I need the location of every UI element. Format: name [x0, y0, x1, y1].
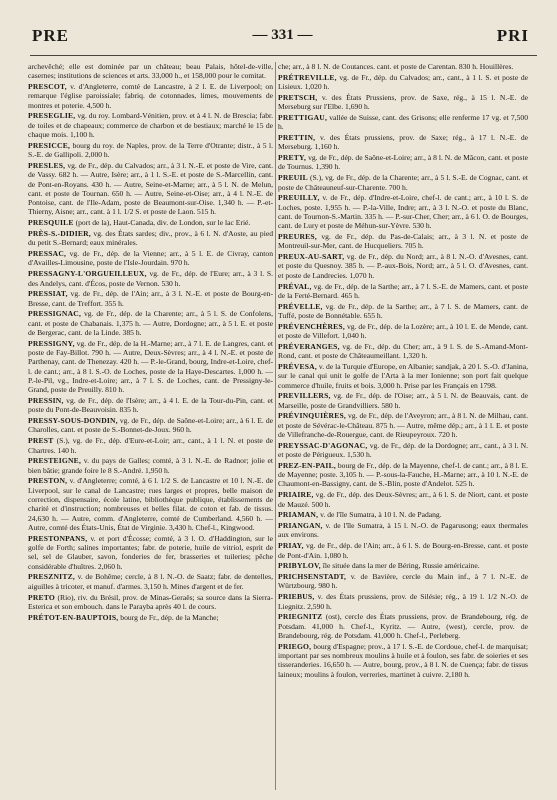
header-rule — [30, 55, 537, 56]
dictionary-entry — [278, 561, 528, 570]
dictionary-entry — [278, 411, 528, 439]
entry-headword: PRIAIRE, — [278, 490, 314, 500]
entry-text: vg. de Fr., dép. de la Vienne; arr., à 5 l. E. de Civray, canton d'Availles-Limousine, poste de l'Isle-Jourdain. 970 h. — [28, 249, 273, 268]
entry-text: vg. de Fr., dép. de l'Ain; arr., à 6 l. S. de Bourg-en-Bresse, cant. et poste de Pont-d'Ain. 1,080 h. — [278, 541, 528, 560]
entry-text: vg. de Fr., dép. de la H.-Marne; arr., à 7 l. E. de Langres, cant. et poste de Fay-Billot. 790 h. — Autre, Deux-Sèvres; arr., à 4 l. N.-E. et poste de Parthenay, cant. de Thenezay. 420 h. — P.-le-Grand, bourg, Indre-et-Loire, chef-l. de cant.; arr., à 8 l. S.-O. de Loches, poste de la Haye-Descartes. 1,000 h. — P.-le-Pil, vg., Indre-et-Loire; arr., à 7 l. S. de Loches, cant. de Pressigny-le-Grand, poste de Preuilly. 810 h. — [28, 338, 273, 395]
entry-headword: PRIEGO, — [278, 641, 312, 651]
entry-text: vg. de Fr., dép. de la Sarthe; arr., à 7 l. S. de Mamers, cant. de Tuffé, poste de Bonnétable. 655 h. — [278, 301, 528, 320]
entry-text: île située dans la mer de Béring, Russie américaine. — [322, 561, 480, 571]
entry-headword: PRIAMAN, — [278, 510, 319, 520]
entry-text: vg. des États sardes; div., prov., à 6 l. N. d'Aoste, au pied du petit S.-Bernard; eaux minérales. — [28, 229, 273, 248]
right-column — [278, 62, 528, 800]
entry-headword: PRESSY-SOUS-DONDIN, — [28, 416, 118, 426]
dictionary-entry — [278, 541, 528, 560]
entry-headword: PREUILLY, — [278, 193, 320, 203]
entry-headword: PRESSAGNY-L'ORGUEILLEUX, — [28, 269, 147, 279]
dictionary-entry — [28, 289, 273, 308]
entry-headword: PREYSSAC-D'AGONAC, — [278, 440, 368, 450]
dictionary-entry — [28, 82, 273, 110]
dictionary-entry — [28, 456, 273, 475]
entry-text: vg. de Fr., dép. des Deux-Sèvres; arr., à 6 l. S. de Niort, cant. et poste de Mauzé. 500 h. — [278, 490, 528, 509]
dictionary-entry — [28, 534, 273, 571]
entry-text: (Rio), riv. du Brésil, prov. de Minas-Geraës; sa source dans la Sierra-Esterica et son embouch. dans le Parayba après 40 l. de cours. — [28, 592, 273, 611]
entry-headword: PRESSIN, — [28, 396, 64, 406]
entry-headword: PRIEGNITZ — [278, 612, 323, 622]
entry-headword: PRESSIGNAC, — [28, 309, 82, 319]
entry-headword: PRÉVINQUIÈRES, — [278, 411, 346, 421]
left-column — [28, 62, 273, 800]
entry-headword: PRESLES, — [28, 160, 66, 170]
dictionary-entry — [278, 133, 528, 152]
dictionary-entry — [278, 362, 528, 390]
entry-headword: PRÈS-S.-DIDIER, — [28, 229, 91, 239]
entry-text: vg. de Fr., dép. de Saône-et-Loire; arr., à 6 l. E. de Charolles, cant. et poste de S.-Bonnet-de-Joux. 960 h. — [28, 416, 273, 435]
entry-text: vg. de Fr., dép. du Nord; arr., à 8 l. N.-O. d'Avesnes, cant. et poste du Quesnoy. 385 h. — P.-aux-Bois, Nord; arr., à 5 l. O. d'Avesnes, cant. et poste de Landrecies. 1,070 h. — [278, 252, 528, 280]
entry-text: v. de la Turquie d'Europe, en Albanie; sandjak, à 20 l. S.-O. d'Janina, sur le canal qui unit le golfe de l'Arta à la mer Ionienne; son port fait quelque commerce d'huile, fruits et bois. 3,000 h. Prise par les Français en 1798. — [278, 361, 528, 390]
entry-headword: PRESSIAT, — [28, 289, 68, 299]
entry-text: (S.), vg. de Fr., dép. de la Charente; arr., à 5 l. S.-E. de Cognac, cant. et poste de Châteauneuf-sur-Charente. 700 h. — [278, 173, 528, 192]
dictionary-entry — [278, 232, 528, 251]
entry-headword: PRESCOT, — [28, 82, 67, 92]
dictionary-entry — [28, 476, 273, 532]
dictionary-entry — [278, 173, 528, 192]
dictionary-entry — [278, 642, 528, 679]
entry-text: vg. de Fr., dép. de l'Isère; arr., à 4 l. E. de la Tour-du-Pin, cant. et poste du Pont-de-Beauvoisin. 835 h. — [28, 396, 273, 415]
dictionary-entry — [278, 461, 528, 489]
entry-headword: PRÉVAL, — [278, 281, 312, 291]
dictionary-entry — [28, 249, 273, 268]
entry-text: v. de Bavière, cercle du Main inf., à 7 l. N.-E. de Würtzbourg. 980 h. — [278, 572, 528, 591]
entry-text: vg. de Fr., dép. de Saône-et-Loire; arr., à 8 l. N. de Mâcon, cant. et poste de Tournus. 1,390 h. — [278, 153, 528, 172]
entry-text: vg. de Fr., dép. de la Lozère; arr., à 10 l. E. de Mende, cant. et poste de Villefort. 1,040 h. — [278, 321, 528, 341]
entry-headword: PRIBYLOV, — [278, 561, 321, 571]
entry-headword: PREST — [28, 436, 54, 446]
dictionary-entry — [278, 612, 528, 640]
entry-text: vg. de Fr., dép. de la Dordogne; arr., cant., à 3 l. N. et poste de Périgueux. 1,530 h. — [278, 440, 528, 460]
dictionary-entry — [278, 113, 528, 132]
header-left-guideword: PRE — [32, 26, 69, 45]
dictionary-entry — [278, 521, 528, 540]
entry-text: (port de la), Haut-Canada, div. de London, sur le lac Erié. — [75, 218, 251, 228]
entry-text: v. d'Angleterre, comté de Lancastre, à 2 l. E. de Liverpool; on remarque l'église paroissiale; fabriq. de cotonnades, limes, mouvements de montres et poterie. 4,500 h. — [28, 82, 273, 110]
entry-text: vg. de Fr., dép. du Cher; arr., à 9 l. S. de S.-Amand-Mont-Rond, cant. et poste de Châteaumeillant. 1,320 h. — [278, 341, 528, 361]
header-right-guideword: PRI — [496, 26, 529, 45]
entry-headword: PRETO — [28, 592, 56, 602]
entry-headword: PRIAY, — [278, 541, 304, 551]
entry-text: v. des États Prussiens, prov. de Saxe, rég., à 15 l. N.-E. de Merseburg sur l'Elbe. 1,690 h. — [278, 92, 528, 112]
dictionary-entry — [278, 342, 528, 361]
entry-headword: PRESTONPANS, — [28, 533, 88, 543]
dictionary-entry — [28, 229, 273, 248]
entry-text: vg. de Fr., dép. de la Sarthe; arr., à 7 l. S.-E. de Mamers, cant. et poste de la Ferté-Bernard. 465 h. — [278, 281, 528, 300]
entry-text: v. des États prussiens, prov. de Saxe; rég., à 17 l. N.-E. de Merseburg. 1,160 h. — [278, 133, 528, 152]
dictionary-entry — [278, 93, 528, 112]
entry-headword: PRÉTREVILLE, — [278, 72, 337, 82]
entry-text: vg. de Fr., dép. du Calvados; arr., à 3 l. N.-E. et poste de Vire, cant. de Vassy. 682 h. — Autre, Isère; arr., à 1 l. S.-E. et poste de S.-Marcellin, cant. de Pont-en-Royans. 430 h. — Autre, Seine-et-Marne; arr., à 5 l. N. de Melun, cant. et poste de Tournan. 650 h. — Autre, Seine-et-Oise; arr., à 4 l. N.-E. de Pontoise, cant. de l'Ile-Adam, poste de Beaumont-sur-Oise. 1,340 h. — P.-et-Thierny, Aisne; arr., cant. à 1 l. 1/2 S. et poste de Laon. 515 h. — [28, 160, 273, 217]
dictionary-entry — [278, 252, 528, 280]
entry-headword: PRESTEIGNE, — [28, 456, 82, 466]
entry-text: bourg du roy. de Naples, prov. de la Terre d'Otrante; distr., à 5 l. S.-E. de Gallipoli. 2,000 h. — [28, 140, 273, 160]
dictionary-entry — [28, 396, 273, 415]
dictionary-entry — [278, 572, 528, 591]
dictionary-entry — [278, 322, 528, 341]
dictionary-entry — [278, 441, 528, 460]
entry-headword: PRESSIGNY, — [28, 338, 75, 348]
entry-text: v. d'Angleterre; comté, à 6 l. 1/2 S. de Lancastre et 10 l. N.-E. de Liverpool, sur le canal de Lancastre; rues larges et propres, belle maison de correction, dispensaire, école latine, bibliothèque publique, établissements de charité et d'instruction; nombreuses et belles filat. de coton et fab. de tissus. 24,630 h. — Autre, comm. d'Angleterre, comté de Cumberland. 4,560 h. — Autre, comté des États-Unis, État de Virginie. 3,430 h. Chef-l., Kingwood. — [28, 476, 273, 532]
entry-text: vg. de Fr., dép. de l'Eure; arr., à 3 l. S. des Andelys, cant. d'Écos, poste de Vernon. 530 h. — [28, 269, 273, 288]
entry-headword: PRIEBUS, — [278, 592, 315, 602]
dictionary-entry — [28, 161, 273, 217]
dictionary-entry — [278, 193, 528, 230]
dictionary-entry — [28, 416, 273, 435]
entry-text: v. de l'île Sumatra, à 15 l. N.-O. de Pagarusong; eaux thermales aux environs. — [278, 521, 528, 540]
page-number: — 331 — — [252, 27, 313, 43]
entry-text: che; arr., à 8 l. N. de Coutances. cant. et poste de Carentan. 830 h. Houillères. — [278, 62, 514, 71]
entry-text: v. des États prussiens, prov. de Silésie; rég., à 19 l. 1/2 N.-O. de Liegnitz. 2,590 h. — [278, 592, 528, 611]
dictionary-entry — [278, 391, 528, 410]
dictionary-entry — [278, 282, 528, 301]
entry-text: vg. de Fr., dép. de l'Ain; arr., à 3 l. N.-E. et poste de Bourg-en-Bresse, cant. de Treffort. 355 h. — [28, 289, 273, 308]
entry-text: bourg d'Espagne; prov., à 17 l. S.-E. de Cordoue, chef-l. de marquisat; important par ses nombreux moulins à huile et à foulon, ses fabr. de soieries et ses tisseranderies. 16,650 h. — Autre, bourg, prov., à 8 l. N. de Cuença; fabr. de tissus laineux; moulins à foulon, verreries, martinet à cuivre. 2,180 h. — [278, 641, 528, 679]
entry-headword: PRESICCE, — [28, 140, 71, 150]
entry-headword: PREUX-AU-SART, — [278, 252, 345, 262]
entry-headword: PRETSCH, — [278, 92, 318, 102]
entry-headword: PRESEGLIE, — [28, 111, 76, 121]
entry-headword: PRÉVENCHÈRES, — [278, 321, 345, 331]
entry-text: v. de l'île Sumatra, à 10 l. N. de Padang. — [320, 510, 442, 520]
entry-text: bourg de Fr., dép. de la Mayenne, chef-l. de cant.; arr., à 8 l. E. de Mayenne; poste. 3,105 h. — P.-sous-la-Fauche, H.-Marne; arr., à 10 l. N.-E. de Chaumont-en-Bassigny, cant. de S.-Blin, poste d'Andelot. 525 h. — [278, 460, 528, 489]
dictionary-entry — [28, 309, 273, 337]
entry-headword: PRESZNITZ, — [28, 572, 75, 582]
entry-text: vg. de Fr., dép. de la Charente; arr., à 5 l. S. de Confolens, cant. et poste de Chabanais. 1,375 h. — Autre, Dordogne; arr., à 5 l. E. et poste de Bergerac, cant. de la Linde. 385 h. — [28, 309, 273, 338]
dictionary-entry — [28, 572, 273, 591]
dictionary-entry — [28, 269, 273, 288]
entry-headword: PREVILLERS, — [278, 391, 331, 401]
dictionary-entry — [278, 510, 528, 519]
entry-text: v. et port d'Écosse; comté, à 3 l. O. d'Haddington, sur le golfe de Forth; salines importantes; fabr. de poterie, huile de vitriol, esprit de sel, sel de Glauber, savon, fonderies de fer, brasseries et tuileries; pêche considérable d'huîtres. 2,060 h. — [28, 533, 273, 571]
entry-headword: PRETTIN, — [278, 133, 316, 143]
dictionary-entry — [28, 593, 273, 612]
entry-text: vallée de Suisse, cant. des Grisons; elle renferme 17 vg. et 7,500 h. — [278, 112, 528, 132]
entry-headword: PREURES, — [278, 232, 317, 242]
entry-headword: PRETTIGAU, — [278, 112, 328, 122]
entry-headword: PRESTON, — [28, 476, 68, 486]
dictionary-entry — [28, 436, 273, 455]
entry-text: vg. de Fr., dép. de l'Oise; arr., à 5 l. N. de Beauvais, cant. de Marseille, poste de Grandvilliers. 580 h. — [278, 391, 528, 410]
entry-headword: PRIANGAN, — [278, 521, 323, 531]
entry-headword: PREZ-EN-PAIL, — [278, 460, 336, 470]
entry-text: (ost), cercle des États prussiens, prov. de Brandebourg, rég. de Potsdam. 41,000 h. Chef-l., Kyritz. — Autre, (west), cercle, prov. de Brandebourg, rég. de Potsdam. 41,000 h. Chef-l., Perleberg. — [278, 612, 528, 640]
dictionary-entry — [28, 111, 273, 139]
entry-text: vg. du roy. Lombard-Vénitien, prov. et à 4 l. N. de Brescia; fabr. de toiles et de chapeaux; commerce de charbon et de bestiaux; marché le 15 de chaque mois. 1,100 h. — [28, 111, 273, 140]
entry-headword: PRÉVERANGES, — [278, 341, 340, 351]
entry-headword: PRÉVELLE, — [278, 301, 323, 311]
dictionary-entry — [278, 592, 528, 611]
dictionary-entry — [28, 339, 273, 395]
dictionary-entry — [278, 302, 528, 321]
entry-headword: PRESQUILE — [28, 218, 74, 228]
dictionary-entry — [278, 153, 528, 172]
dictionary-entry — [278, 62, 528, 71]
entry-headword: PRÉTOT-EN-BAUPTOIS, — [28, 612, 119, 622]
entry-headword: PREUIL — [278, 173, 308, 183]
running-header — [30, 26, 535, 48]
dictionary-entry — [28, 141, 273, 160]
entry-text: v. de Fr., dép. d'Indre-et-Loire, chef-l. de cant.; arr., à 10 l. S. de Loches, poste. 1,955 h. — P.-la-Ville, Indre; arr., à 3 l. N.-O. et poste du Blanc, cant. de Tournon-S.-Martin. 335 h. — P.-sur-Cher, Cher; arr., à 6 l. O. de Bourges, cant. de Lury et poste de Méhun-sur-Yèvre. 530 h. — [278, 193, 528, 231]
dictionary-entry — [28, 62, 273, 81]
entry-text: vg. de Fr., dép. du Pas-de-Calais; arr., à 3 l. N. et poste de Montreuil-sur-Mer, cant. de Hucqueliers. 705 h. — [278, 232, 528, 251]
entry-text: v. de Bohême; cercle, à 8 l. N.-O. de Saatz; fabr. de dentelles, aiguilles à tricoter, et manuf. d'armes. 3,150 h. Mines d'argent et de fer. — [28, 572, 273, 591]
entry-text: v. du pays de Galles; comté, à 3 l. N.-E. de Radnor; jolie et bien bâtie; grande foire le 8 S.-André. 1,950 h. — [28, 456, 273, 475]
dictionary-entry — [278, 73, 528, 92]
entry-text: (S.), vg. de Fr., dép. d'Eure-et-Loir; arr., cant., à 1 l. N. et poste de Chartres. 140 h. — [28, 436, 273, 455]
entry-headword: PRÉVESA, — [278, 361, 317, 371]
entry-text: vg. de Fr., dép. de l'Aveyron; arr., à 8 l. N. de Milhau, cant. et poste de Sévérac-le-Château. 875 h. — Autre, même dép.; arr., à 1 l. E. et poste de Villefranche-de-Rouergue, cant. de Rieupeyroux. 720 h. — [278, 411, 528, 439]
entry-text: vg. de Fr., dép. du Calvados; arr., cant., à 1 l. S. et poste de Lisieux. 1,020 h. — [278, 72, 528, 92]
entry-headword: PRETY, — [278, 153, 307, 163]
column-divider — [275, 62, 276, 790]
dictionary-entry — [28, 613, 273, 622]
dictionary-entry — [278, 490, 528, 509]
entry-headword: PRICHSENSTADT, — [278, 572, 347, 582]
entry-text: archevêché; elle est dominée par un château; beau Palais, hôtel-de-ville, casernes; institutions de sciences et arts. 33,000 h., et 158,000 pour le comitat. — [28, 62, 273, 81]
dictionary-entry — [28, 218, 273, 227]
entry-text: bourg de Fr., dép. de la Manche; — [120, 612, 219, 622]
entry-headword: PRESSAC, — [28, 249, 67, 259]
